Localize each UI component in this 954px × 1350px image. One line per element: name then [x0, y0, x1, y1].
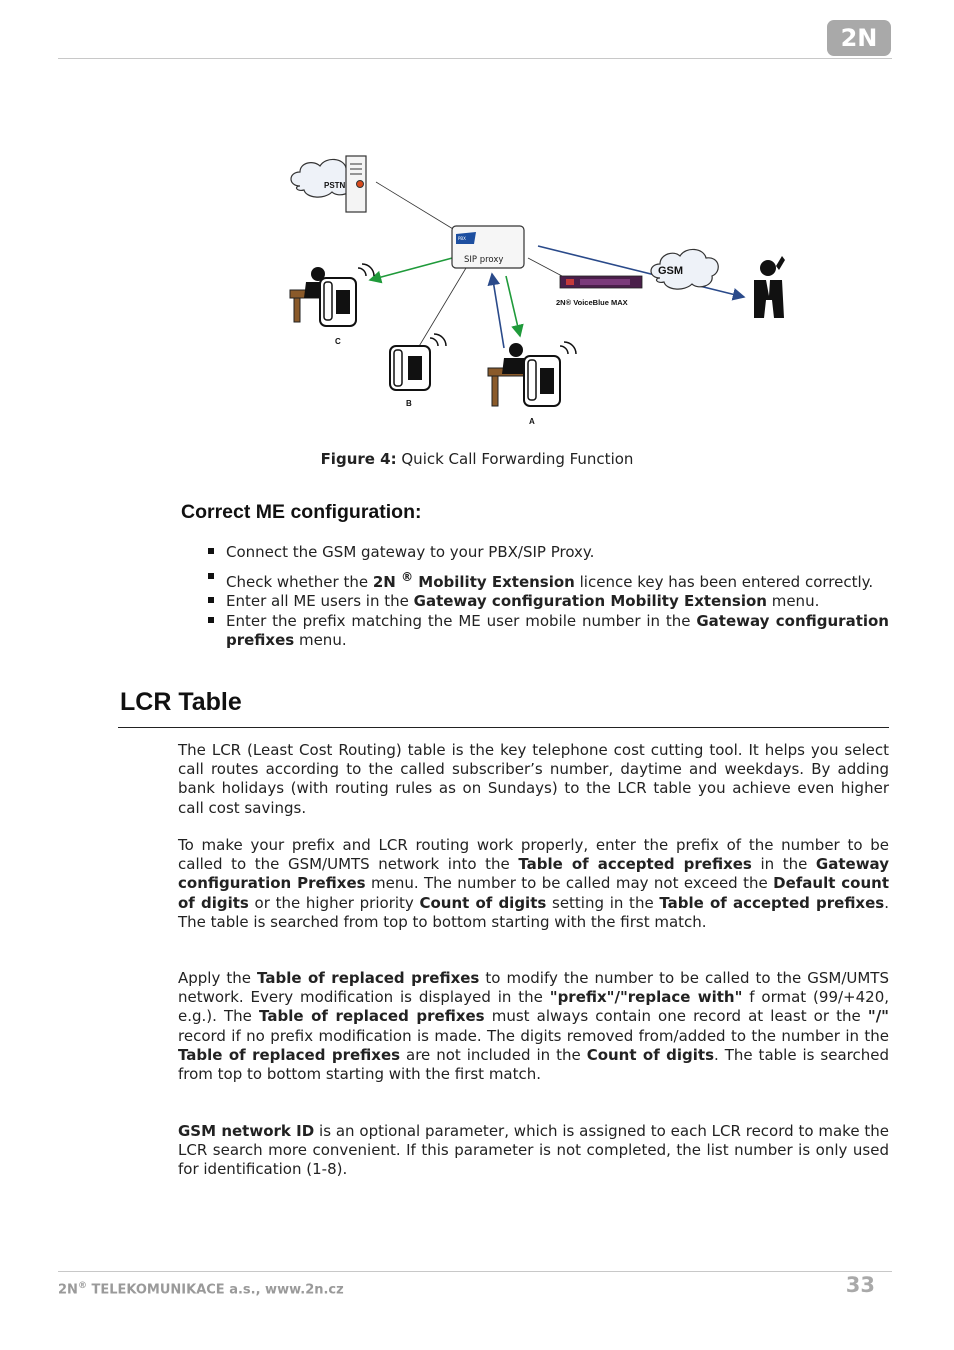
para-bold: Gateway configuration Prefixes	[178, 855, 889, 893]
para-bold: Table of replaced prefixes	[259, 1007, 485, 1026]
paragraph-gsm-id	[178, 1122, 889, 1180]
svg-text:PSTN: PSTN	[324, 181, 346, 190]
figure-caption-text: Quick Call Forwarding Function	[396, 450, 634, 468]
list-item	[206, 543, 889, 563]
para-bold: Table of replaced prefixes	[178, 1045, 401, 1064]
para-text: Apply the	[178, 969, 258, 987]
svg-text:C: C	[335, 337, 341, 346]
footer-brand: 2N	[58, 1282, 78, 1298]
para-text: . The table is searched from top to bottom starting with the first match.	[178, 1045, 889, 1084]
para-bold: Table of accepted prefixes	[659, 893, 885, 912]
config-heading: Correct ME configuration:	[181, 501, 422, 523]
bullet-bold: Gateway configuration prefixes	[226, 611, 889, 649]
bullet-bold: Gateway configuration Mobility Extension	[413, 592, 767, 610]
svg-text:GSM: GSM	[658, 265, 684, 277]
bullet-bold: Mobility Extension	[413, 572, 575, 591]
para-bold: Count of digits	[586, 1045, 715, 1064]
bullet-text: Enter all ME users in the	[226, 592, 414, 610]
figure-caption	[0, 450, 954, 468]
para-text: To make your prefix and LCR routing work properly, enter the prefix of the number to be called to the GSM/UMTS network into the	[178, 836, 889, 874]
page-number: 33	[845, 1273, 875, 1297]
header-divider	[58, 58, 892, 59]
registered-mark: ®	[401, 569, 414, 584]
paragraph-intro: The LCR (Least Cost Routing) table is the key telephone cost cutting tool. It helps you select call routes according to the called subscriber’s number, daytime and weekdays. By adding bank holidays (with routing rules as on Sundays) to the LCR table you achieve even higher call cost savings.	[178, 741, 889, 817]
para-bold: Default count of digits	[178, 874, 889, 912]
footer-company	[58, 1281, 344, 1297]
para-bold: "/"	[867, 1007, 889, 1026]
desk-phone-c	[290, 264, 374, 346]
paragraph-prefixes	[178, 836, 889, 932]
para-text: . The table is searched from top to bottom starting with the first match.	[178, 893, 889, 931]
footer-divider	[58, 1271, 892, 1272]
bullet-text: Enter the prefix matching the ME user mobile number in the	[226, 611, 697, 630]
footer-text: TELEKOMUNIKACE a.s., www.2n.cz	[86, 1282, 344, 1298]
para-bold: Table of replaced prefixes	[257, 969, 480, 987]
para-text: record if no prefix modification is made. The digits removed from/added to the number in the	[178, 1026, 889, 1045]
desk-phone-b	[390, 334, 446, 408]
config-list	[206, 543, 889, 651]
bullet-text: menu.	[294, 631, 347, 649]
para-text: menu. The number to be called may not exceed the	[365, 874, 774, 893]
section-title: LCR Table	[120, 688, 242, 716]
para-text: in the	[751, 855, 816, 874]
voiceblue-gateway	[556, 276, 642, 307]
para-text: must always contain one record at least or the	[484, 1007, 868, 1026]
para-text: is an optional parameter, which is assigned to each LCR record to make the LCR search more convenient. If this parameter is not completed, the list number is only used for identification (1-8).	[178, 1122, 890, 1179]
svg-text:PBX: PBX	[458, 236, 466, 241]
para-bold: Count of digits	[419, 893, 547, 912]
para-text: f ormat (99/+420, e.g.). The	[178, 988, 890, 1026]
list-item	[206, 592, 889, 612]
sip-proxy-device	[452, 226, 524, 268]
para-text: are not included in the	[400, 1045, 587, 1064]
call-forwarding-diagram	[280, 150, 800, 435]
list-item	[206, 568, 889, 593]
para-text: or the higher priority	[248, 893, 420, 912]
mobile-user-icon	[754, 256, 785, 318]
figure-caption-label: Figure 4:	[320, 450, 397, 468]
paragraph-replaced	[178, 969, 889, 1084]
bullet-text: Check whether the	[226, 572, 373, 591]
bullet-text: menu.	[766, 592, 820, 610]
para-text: to modify the number to be called to the GSM/UMTS network. Every modification is displayed in the	[178, 969, 889, 1007]
pstn-server-icon	[346, 156, 366, 212]
para-bold: Table of accepted prefixes	[518, 855, 752, 874]
desk-phone-a	[488, 342, 576, 426]
registered-mark: ®	[77, 1281, 87, 1291]
brand-logo: 2N	[827, 20, 891, 56]
para-bold: GSM network ID	[178, 1122, 315, 1140]
svg-text:A: A	[529, 417, 535, 426]
svg-text:SIP proxy: SIP proxy	[464, 255, 504, 265]
para-text: setting in the	[546, 893, 660, 912]
para-bold: "prefix"/"replace with"	[549, 988, 743, 1007]
section-divider	[118, 727, 889, 728]
gsm-cloud	[651, 249, 718, 289]
svg-text:B: B	[406, 399, 412, 408]
bullet-bold: 2N	[372, 572, 402, 591]
bullet-text: Connect the GSM gateway to your PBX/SIP Proxy.	[226, 543, 595, 561]
svg-text:2N® VoiceBlue MAX: 2N® VoiceBlue MAX	[556, 298, 628, 307]
list-item	[206, 612, 889, 651]
bullet-text: licence key has been entered correctly.	[574, 572, 874, 591]
